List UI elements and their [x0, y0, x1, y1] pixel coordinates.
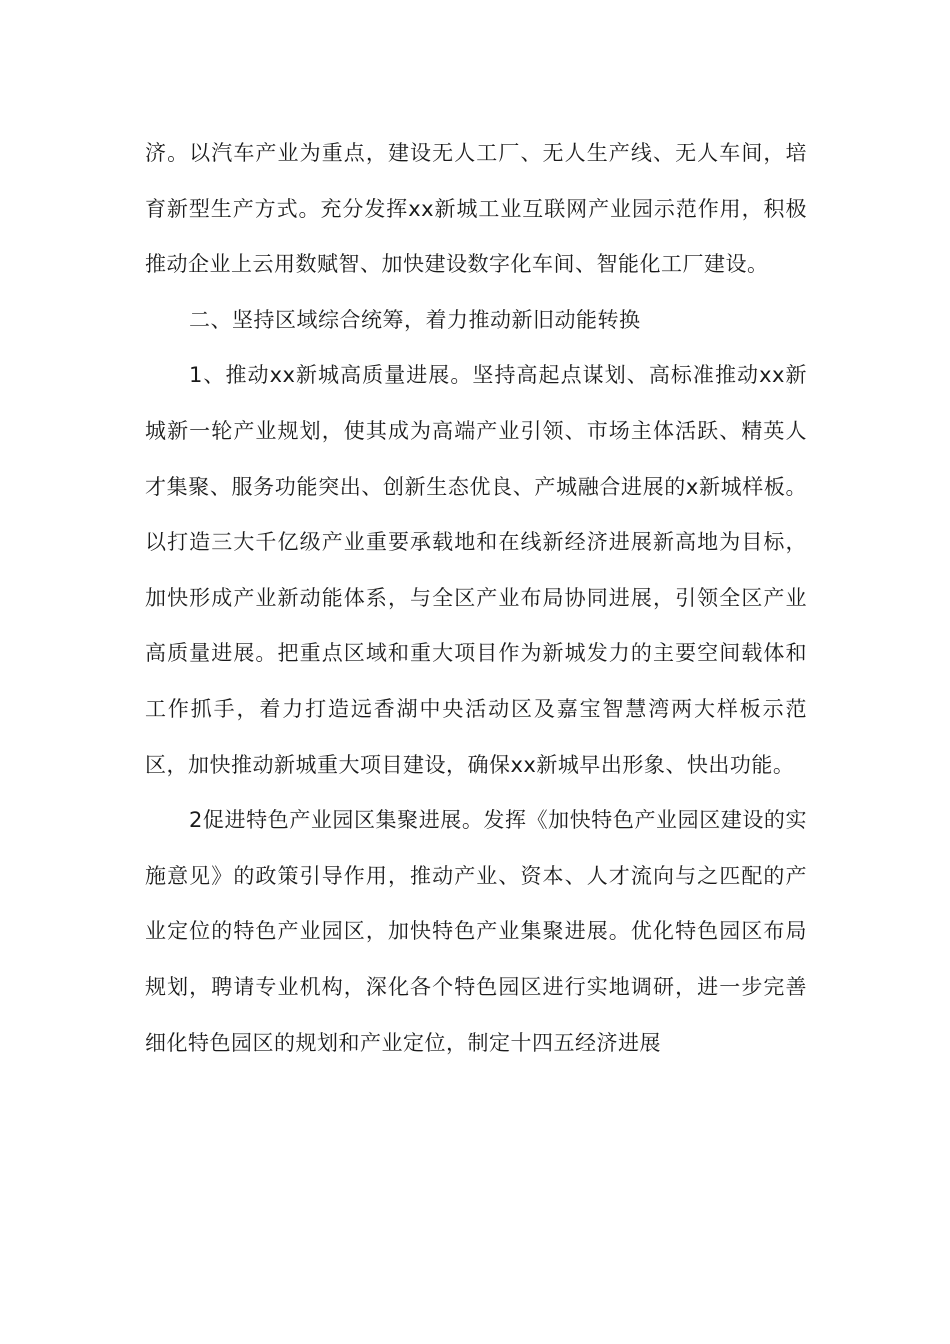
paragraph-continuation: 济。以汽车产业为重点，建设无人工厂、无人生产线、无人车间，培育新型生产方式。充分发挥xx新城工业互联网产业园示范作用，积极推动企业上云用数赋智、加快建设数字化车间、智能化工厂建设。	[145, 141, 807, 277]
section-heading: 二、坚持区域综合统筹，着力推动新旧动能转换	[189, 307, 641, 332]
paragraph-item-2: 2促进特色产业园区集聚进展。发挥《加快特色产业园区建设的实施意见》的政策引导作用，推动产业、资本、人才流向与之匹配的产业定位的特色产业园区，加快特色产业集聚进展。优化特色园区布局规划，聘请专业机构，深化各个特色园区进行实地调研，进一步完善细化特色园区的规划和产业定位，制定十四五经济进展	[145, 808, 807, 1055]
document-body	[145, 126, 807, 1071]
paragraph-item-1: 1、推动xx新城高质量进展。坚持高起点谋划、高标准推动xx新城新一轮产业规划，使其成为高端产业引领、市场主体活跃、精英人才集聚、服务功能突出、创新生态优良、产城融合进展的x新城样板。以打造三大千亿级产业重要承载地和在线新经济进展新高地为目标，加快形成产业新动能体系，与全区产业布局协同进展，引领全区产业高质量进展。把重点区域和重大项目作为新城发力的主要空间载体和工作抓手，着力打造远香湖中央活动区及嘉宝智慧湾两大样板示范区，加快推动新城重大项目建设，确保xx新城早出形象、快出功能。	[145, 363, 807, 777]
